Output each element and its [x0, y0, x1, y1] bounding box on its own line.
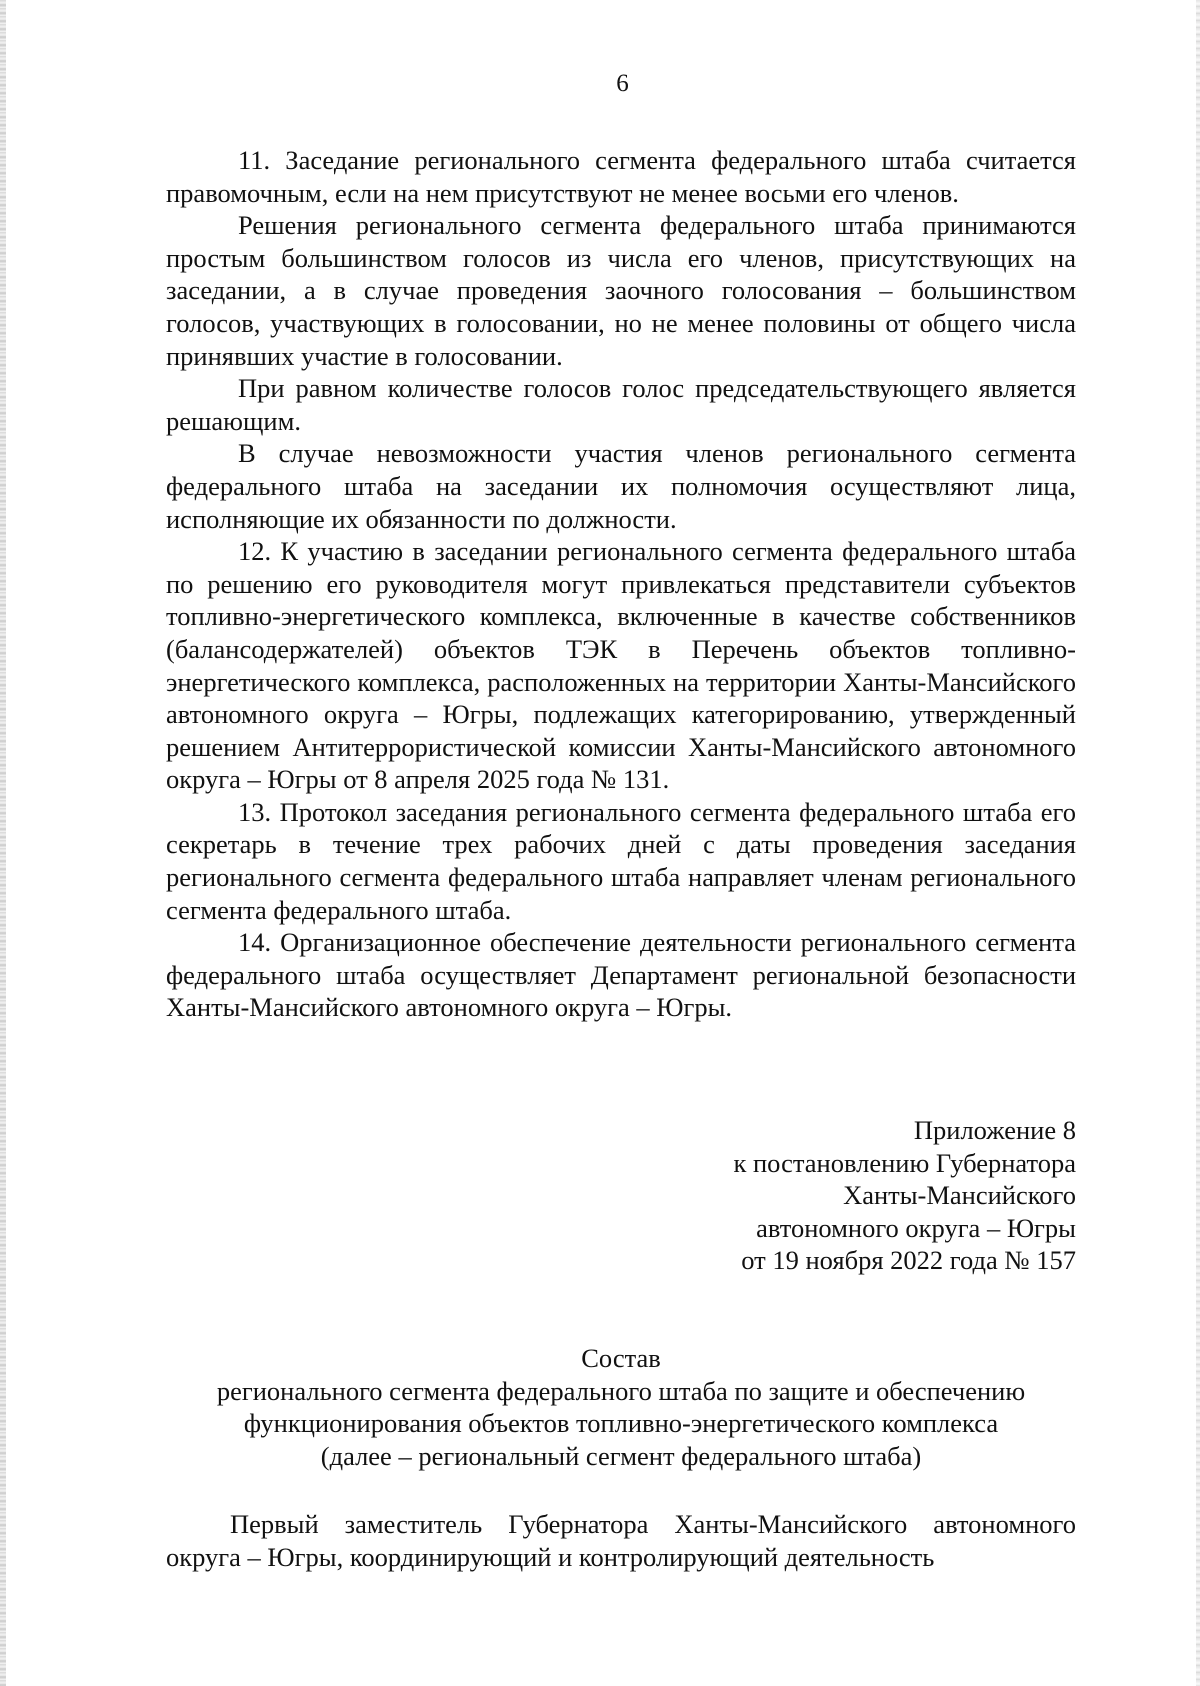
appendix-line: Приложение 8: [913, 1115, 1076, 1145]
composition-first-member: Первый заместитель Губернатора Ханты-Мансийского автономного округа – Югры, координирующий и контролирующий деятельность: [166, 1509, 1076, 1572]
composition-line: функционирования объектов топливно-энергетического комплекса: [243, 1408, 999, 1439]
composition-line: регионального сегмента федерального штаба по защите и обеспечению: [216, 1375, 1026, 1406]
scan-edge-right: [1196, 0, 1200, 1686]
appendix-line: автономного округа – Югры: [756, 1212, 1076, 1243]
paragraph-14: 14. Организационное обеспечение деятельности регионального сегмента федерального штаба осуществляет Департамент региональной безопасности Ханты-Мансийского автономного округа – Югры.: [166, 927, 1076, 1023]
paragraph-decisions: Решения регионального сегмента федерального штаба принимаются простым большинством голосов из числа его членов, присутствующих на заседании, а в случае проведения заочного голосования – большинством голосов, участвующих в голосовании, но не менее половины от общего числа принявших участие в голосовании.: [166, 210, 1076, 371]
document-body: [166, 144, 1076, 1024]
paragraph-11: 11. Заседание регионального сегмента федерального штаба считается правомочным, если на нем присутствуют не менее восьми его членов.: [166, 145, 1076, 208]
paragraph-equal-votes: При равном количестве голосов голос председательствующего является решающим.: [166, 373, 1076, 436]
scan-edge-left: [0, 0, 6, 1686]
composition-heading: [166, 1342, 1076, 1472]
paragraph-substitution: В случае невозможности участия членов регионального сегмента федерального штаба на заседании их полномочия осуществляют лица, исполняющие их обязанности по должности.: [166, 438, 1076, 534]
appendix-line: к постановлению Губернатора: [733, 1147, 1076, 1178]
composition-title: Состав: [581, 1343, 661, 1373]
appendix-header: [734, 1114, 1077, 1277]
page-number: 6: [616, 70, 629, 97]
appendix-line: Ханты-Мансийского: [843, 1180, 1076, 1211]
paragraph-12: 12. К участию в заседании регионального сегмента федерального штаба по решению его руководителя могут привлекаться представители субъектов топливно-энергетического комплекса, включенные в качестве собственников (балансодержателей) объектов ТЭК в Перечень объектов топливно-энергетического комплекса, расположенных на территории Ханты-Мансийского автономного округа – Югры, подлежащих категорированию, утвержденный решением Антитеррористической комиссии Ханты-Мансийского автономного округа – Югры от 8 апреля 2025 года № 131.: [166, 536, 1076, 795]
composition-line: (далее – региональный сегмент федерального штаба): [320, 1440, 922, 1471]
appendix-line: от 19 ноября 2022 года № 157: [741, 1245, 1076, 1276]
paragraph-13: 13. Протокол заседания регионального сегмента федерального штаба его секретарь в течение трех рабочих дней с даты проведения заседания регионального сегмента федерального штаба направляет членам регионального сегмента федерального штаба.: [166, 796, 1076, 925]
